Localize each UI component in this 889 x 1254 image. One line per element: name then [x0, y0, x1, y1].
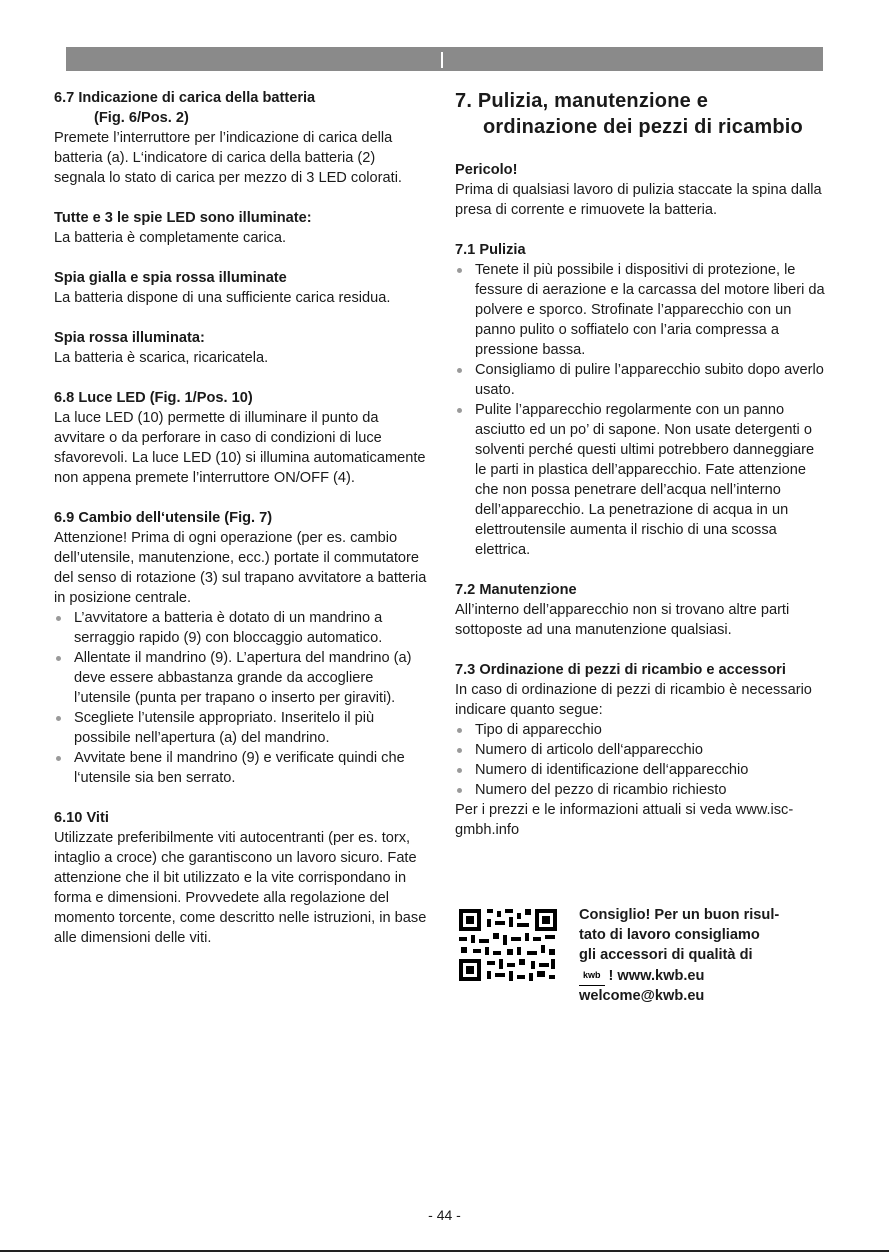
list-item: Numero di identificazione dell‘apparecchio	[455, 760, 825, 780]
section-7-3-title: 7.3 Ordinazione di pezzi di ricambio e accessori	[455, 662, 786, 678]
tip-box	[455, 905, 825, 1004]
section-7-1-title: 7.1 Pulizia	[455, 242, 526, 258]
all-leds-title: Tutte e 3 le spie LED sono illuminate:	[54, 210, 312, 226]
page-number: - 44 -	[428, 1207, 461, 1223]
tip-text: Consiglio! Per un buon risul- tato di lavoro consigliamo gli accessori di qualità di kwb ! www.kwb.eu welcome@kwb.eu	[579, 905, 829, 1006]
section-7-2-text: All’interno dell’apparecchio non si trovano altre parti sottoposte ad una manutenzione qualsiasi.	[455, 602, 790, 638]
section-6-8-title: 6.8 Luce LED (Fig. 1/Pos. 10)	[54, 390, 253, 406]
section-7-3-list	[455, 720, 825, 800]
yellow-red-text: La batteria dispone di una sufficiente carica residua.	[54, 290, 391, 306]
danger-title: Pericolo!	[455, 162, 518, 178]
right-column	[455, 88, 825, 840]
section-6-10-title: 6.10 Viti	[54, 810, 109, 826]
section-6-9-title: 6.9 Cambio dell‘utensile (Fig. 7)	[54, 510, 273, 526]
kwb-link[interactable]: ! www.kwb.eu	[608, 968, 705, 984]
section-7-3-footer: Per i prezzi e le informazioni attuali si veda www.isc-gmbh.info	[455, 802, 794, 838]
chapter-7-title: 7. Pulizia, manutenzione e ordinazione dei pezzi di ricambio	[455, 90, 803, 138]
section-7-3-text: In caso di ordinazione di pezzi di ricambio è necessario indicare quanto segue:	[455, 682, 812, 718]
list-item: Numero di articolo dell‘apparecchio	[455, 740, 825, 760]
red-led-title: Spia rossa illuminata:	[54, 330, 205, 346]
section-6-7-text: Premete l’interruttore per l’indicazione di carica della batteria (a). L‘indicatore di carica della batteria (2) segnala lo stato di carica per mezzo di 3 LED colorati.	[54, 130, 402, 186]
left-column	[54, 88, 429, 948]
section-6-8-text: La luce LED (10) permette di illuminare il punto da avvitare o da perforare in caso di condizioni di luce sfavorevoli. La luce LED (10) si illumina automaticamente non appena premete l’interruttore ON/OFF (4).	[54, 410, 426, 486]
list-item: Avvitate bene il mandrino (9) e verificate quindi che l‘utensile sia ben serrato.	[54, 748, 429, 788]
danger-text: Prima di qualsiasi lavoro di pulizia staccate la spina dalla presa di corrente e rimuovete la batteria.	[455, 182, 822, 218]
header-bar	[66, 47, 823, 71]
red-led-text: La batteria è scarica, ricaricatela.	[54, 350, 269, 366]
section-6-9-list	[54, 608, 429, 788]
section-6-7-title: 6.7 Indicazione di carica della batteria (Fig. 6/Pos. 2)	[54, 90, 316, 126]
yellow-red-title: Spia gialla e spia rossa illuminate	[54, 270, 287, 286]
list-item: L’avvitatore a batteria è dotato di un mandrino a serraggio rapido (9) con bloccaggio automatico.	[54, 608, 429, 648]
list-item: Tenete il più possibile i dispositivi di protezione, le fessure di aerazione e la carcassa del motore liberi da polvere e sporco. Strofinate l’apparecchio con un panno pulito o soffiatelo con l’aria compressa a pressione bassa.	[455, 260, 825, 360]
list-item: Numero del pezzo di ricambio richiesto	[455, 780, 825, 800]
bottom-rule	[0, 1250, 889, 1252]
list-item: Tipo di apparecchio	[455, 720, 825, 740]
section-7-2-title: 7.2 Manutenzione	[455, 582, 577, 598]
kwb-logo: kwb	[579, 965, 605, 986]
list-item: Scegliete l’utensile appropriato. Inseritelo il più possibile nell’apertura (a) del mandrino.	[54, 708, 429, 748]
qr-code-icon	[457, 907, 559, 983]
all-leds-text: La batteria è completamente carica.	[54, 230, 287, 246]
kwb-email[interactable]: welcome@kwb.eu	[579, 988, 705, 1004]
list-item: Consigliamo di pulire l’apparecchio subito dopo averlo usato.	[455, 360, 825, 400]
section-7-1-list	[455, 260, 825, 560]
section-6-9-text: Attenzione! Prima di ogni operazione (per es. cambio dell’utensile, manutenzione, ecc.) portate il commutatore del senso di rotazione (3) sul trapano avvitatore a batteria in posizione centrale.	[54, 530, 427, 606]
list-item: Pulite l’apparecchio regolarmente con un panno asciutto ed un po’ di sapone. Non usate detergenti o solventi perché questi ultimi potrebbero danneggiare le parti in plastica dell’apparecchio. Fate attenzione che non possa penetrare dell’acqua nell’interno dell’apparecchio. La penetrazione di acqua in un elettroutensile aumenta il rischio di una scossa elettrica.	[455, 400, 825, 560]
header-divider	[441, 52, 443, 68]
section-6-10-text: Utilizzate preferibilmente viti autocentranti (per es. torx, intaglio a croce) che garantiscono un lavoro sicuro. Fate attenzione che il bit utilizzato e la vite corrispondano in forma e dimensioni. Provvedete alla regolazione del momento torcente, come descritto nelle istruzioni, in base alle dimensioni delle viti.	[54, 830, 427, 946]
list-item: Allentate il mandrino (9). L’apertura del mandrino (a) deve essere abbastanza grande da accogliere l’utensile (punta per trapano o inserto per giraviti).	[54, 648, 429, 708]
